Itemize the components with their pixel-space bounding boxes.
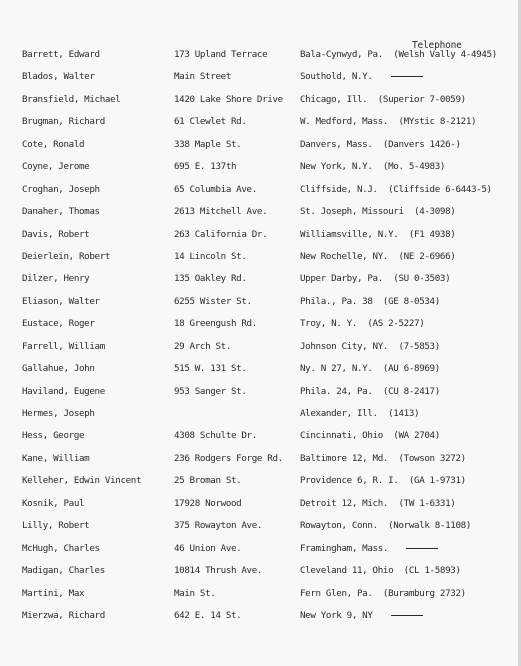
entry-address: 953 Sanger St. bbox=[174, 385, 247, 397]
entry-city-phone bbox=[300, 520, 516, 532]
list-item bbox=[0, 229, 521, 251]
entry-phone: (Superior 7-0059) bbox=[377, 93, 466, 105]
entry-city-phone bbox=[300, 318, 516, 330]
entry-city: Williamsville, N.Y. bbox=[300, 228, 399, 240]
entry-phone: (SU 0-3503) bbox=[393, 273, 451, 285]
entry-city-phone bbox=[300, 588, 516, 600]
entry-phone: (Mo. 5-4983) bbox=[382, 161, 446, 173]
phone-blank-line bbox=[406, 548, 438, 549]
entry-address: 173 Upland Terrace bbox=[174, 49, 268, 60]
entry-address: Main Street bbox=[174, 71, 231, 83]
list-item bbox=[0, 161, 521, 183]
entry-city-phone bbox=[300, 251, 516, 263]
entry-city: Providence 6, R. I. bbox=[300, 475, 399, 487]
list-item bbox=[0, 588, 521, 610]
telephone-column-heading: Telephone bbox=[412, 40, 462, 51]
list-item bbox=[0, 296, 521, 318]
list-item bbox=[0, 386, 521, 408]
list-item bbox=[0, 273, 521, 295]
list-item bbox=[0, 543, 521, 565]
entry-address: 135 Oakley Rd. bbox=[174, 273, 247, 285]
entry-city-phone bbox=[300, 386, 516, 398]
entry-city-phone bbox=[300, 139, 516, 151]
entry-city: Detroit 12, Mich. bbox=[300, 497, 389, 509]
entry-city: Ny. N 27, N.Y. bbox=[300, 363, 373, 375]
entry-city: New York 9, NY bbox=[300, 609, 373, 621]
entry-city-phone bbox=[300, 565, 516, 577]
entry-city: New York, N.Y. bbox=[300, 161, 373, 173]
entry-city-phone bbox=[300, 453, 516, 465]
entry-city-phone bbox=[300, 475, 516, 487]
entry-phone: (GE 8-0534) bbox=[382, 295, 440, 307]
entry-address: 2613 Mitchell Ave. bbox=[174, 206, 268, 218]
entry-address: 46 Union Ave. bbox=[174, 542, 242, 554]
entry-name: Farrell, William bbox=[22, 340, 105, 352]
entry-phone: (TW 1-6331) bbox=[398, 497, 456, 509]
entry-phone: (CU 8-2417) bbox=[382, 385, 440, 397]
entry-address: 338 Maple St. bbox=[174, 138, 242, 150]
entry-address: Main St. bbox=[174, 587, 216, 599]
list-item bbox=[0, 71, 521, 93]
entry-city-phone bbox=[300, 184, 516, 196]
entry-name: Croghan, Joseph bbox=[22, 183, 100, 195]
entry-city: Upper Darby, Pa. bbox=[300, 273, 383, 285]
entry-city-phone bbox=[300, 94, 516, 106]
entry-address: 236 Rodgers Forge Rd. bbox=[174, 452, 283, 464]
entry-address: 18 Greengush Rd. bbox=[174, 318, 257, 330]
entry-name: Blados, Walter bbox=[22, 71, 95, 83]
phone-blank-line bbox=[391, 615, 423, 616]
entry-name: Hermes, Joseph bbox=[22, 408, 95, 419]
entry-city: Fern Glen, Pa. bbox=[300, 587, 373, 599]
entry-name: Coyne, Jerome bbox=[22, 161, 90, 173]
list-item bbox=[0, 251, 521, 273]
entry-address: 515 W. 131 St. bbox=[174, 363, 247, 375]
entry-name: Eustace, Roger bbox=[22, 318, 95, 330]
entry-phone: (WA 2704) bbox=[393, 430, 440, 442]
entry-city-phone bbox=[300, 498, 516, 510]
list-item bbox=[0, 139, 521, 161]
entry-name: Madigan, Charles bbox=[22, 565, 105, 577]
entry-name: Cote, Ronald bbox=[22, 138, 85, 150]
entry-phone: (GA 1-9731) bbox=[408, 475, 466, 487]
entry-name: McHugh, Charles bbox=[22, 542, 100, 554]
phone-blank-line bbox=[391, 76, 423, 77]
entry-name: Hess, George bbox=[22, 430, 85, 442]
entry-name: Deierlein, Robert bbox=[22, 250, 111, 262]
list-item bbox=[0, 475, 521, 497]
entry-phone: (Towson 3272) bbox=[398, 452, 466, 464]
list-item bbox=[0, 610, 521, 632]
entry-name: Haviland, Eugene bbox=[22, 385, 105, 397]
entry-address: 10814 Thrush Ave. bbox=[174, 565, 263, 577]
entry-address: 4308 Schulte Dr. bbox=[174, 430, 257, 442]
entry-name: Davis, Robert bbox=[22, 228, 90, 240]
entry-name: Kelleher, Edwin Vincent bbox=[22, 475, 142, 487]
entry-address: 375 Rowayton Ave. bbox=[174, 520, 263, 532]
entry-name: Kane, William bbox=[22, 452, 90, 464]
entry-city-phone bbox=[300, 229, 516, 241]
entry-address: 642 E. 14 St. bbox=[174, 609, 242, 621]
entry-city-phone bbox=[300, 430, 516, 442]
list-item bbox=[0, 520, 521, 542]
entry-city: Cincinnati, Ohio bbox=[300, 430, 383, 442]
entry-phone: (Cliffside 6-6443-5) bbox=[388, 183, 492, 195]
entry-name: Kosnik, Paul bbox=[22, 497, 85, 509]
entry-city-phone bbox=[300, 610, 516, 622]
entry-city: Troy, N. Y. bbox=[300, 318, 357, 330]
entry-city-phone bbox=[300, 49, 516, 61]
list-item bbox=[0, 565, 521, 587]
entry-address: 25 Broman St. bbox=[174, 475, 242, 487]
entry-city-phone bbox=[300, 206, 516, 218]
entry-phone: (Buramburg 2732) bbox=[382, 587, 466, 599]
entry-city: W. Medford, Mass. bbox=[300, 116, 389, 128]
entry-city: Framingham, Mass. bbox=[300, 542, 389, 554]
entry-name: Bransfield, Michael bbox=[22, 93, 121, 105]
entry-city-phone bbox=[300, 341, 516, 353]
entry-phone: (Norwalk 8-1108) bbox=[388, 520, 472, 532]
entry-name: Barrett, Edward bbox=[22, 49, 100, 60]
entry-city: Cliffside, N.J. bbox=[300, 183, 378, 195]
entry-phone: (NE 2-6966) bbox=[398, 250, 456, 262]
entry-city: Rowayton, Conn. bbox=[300, 520, 378, 532]
list-item bbox=[0, 49, 521, 71]
list-item bbox=[0, 498, 521, 520]
entry-phone: (AU 6-8969) bbox=[382, 363, 440, 375]
directory-list bbox=[0, 49, 521, 632]
entry-address: 14 Lincoln St. bbox=[174, 250, 247, 262]
list-item bbox=[0, 341, 521, 363]
entry-city: Bala-Cynwyd, Pa. bbox=[300, 49, 383, 60]
entry-city: St. Joseph, Missouri bbox=[300, 206, 404, 218]
list-item bbox=[0, 94, 521, 116]
entry-city: Cleveland 11, Ohio bbox=[300, 565, 394, 577]
entry-city: Baltimore 12, Md. bbox=[300, 452, 389, 464]
entry-name: Brugman, Richard bbox=[22, 116, 105, 128]
list-item bbox=[0, 184, 521, 206]
entry-address: 695 E. 137th bbox=[174, 161, 237, 173]
entry-city: Johnson City, NY. bbox=[300, 340, 389, 352]
entry-phone: (MYstic 8-2121) bbox=[398, 116, 477, 128]
entry-name: Eliason, Walter bbox=[22, 295, 100, 307]
entry-city: Alexander, Ill. bbox=[300, 408, 378, 419]
entry-phone: (F1 4938) bbox=[408, 228, 456, 240]
entry-city: Phila. 24, Pa. bbox=[300, 385, 373, 397]
entry-name: Martini, Max bbox=[22, 587, 85, 599]
entry-address: 65 Columbia Ave. bbox=[174, 183, 257, 195]
entry-name: Danaher, Thomas bbox=[22, 206, 100, 218]
list-item bbox=[0, 453, 521, 475]
list-item bbox=[0, 206, 521, 228]
entry-phone: (AS 2-5227) bbox=[367, 318, 425, 330]
entry-name: Gallahue, John bbox=[22, 363, 95, 375]
entry-city-phone bbox=[300, 116, 516, 128]
entry-phone: (CL 1-5893) bbox=[403, 565, 461, 577]
entry-city: Phila., Pa. 38 bbox=[300, 295, 373, 307]
entry-city-phone bbox=[300, 273, 516, 285]
entry-city-phone bbox=[300, 161, 516, 173]
entry-city: Danvers, Mass. bbox=[300, 138, 373, 150]
entry-address: 1420 Lake Shore Drive bbox=[174, 93, 283, 105]
entry-address: 263 California Dr. bbox=[174, 228, 268, 240]
entry-city-phone bbox=[300, 408, 516, 420]
entry-phone: (1413) bbox=[388, 408, 420, 419]
entry-phone: (Welsh Vally 4-4945) bbox=[393, 49, 497, 60]
entry-address: 29 Arch St. bbox=[174, 340, 231, 352]
entry-address: 17928 Norwood bbox=[174, 497, 242, 509]
list-item bbox=[0, 363, 521, 385]
entry-city-phone bbox=[300, 543, 516, 555]
entry-phone: (Danvers 1426-) bbox=[382, 138, 461, 150]
entry-city: New Rochelle, NY. bbox=[300, 250, 389, 262]
entry-name: Dilzer, Henry bbox=[22, 273, 90, 285]
entry-name: Lilly, Robert bbox=[22, 520, 90, 532]
list-item bbox=[0, 430, 521, 452]
entry-name: Mierzwa, Richard bbox=[22, 609, 105, 621]
entry-phone: (7-5853) bbox=[398, 340, 440, 352]
list-item bbox=[0, 116, 521, 138]
entry-city-phone bbox=[300, 363, 516, 375]
entry-city: Southold, N.Y. bbox=[300, 71, 373, 83]
list-item bbox=[0, 318, 521, 340]
entry-city-phone bbox=[300, 71, 516, 83]
list-item bbox=[0, 408, 521, 430]
entry-city: Chicago, Ill. bbox=[300, 93, 368, 105]
entry-phone: (4-3098) bbox=[414, 206, 456, 218]
entry-address: 6255 Wister St. bbox=[174, 295, 252, 307]
entry-city-phone bbox=[300, 296, 516, 308]
entry-address: 61 Clewlet Rd. bbox=[174, 116, 247, 128]
